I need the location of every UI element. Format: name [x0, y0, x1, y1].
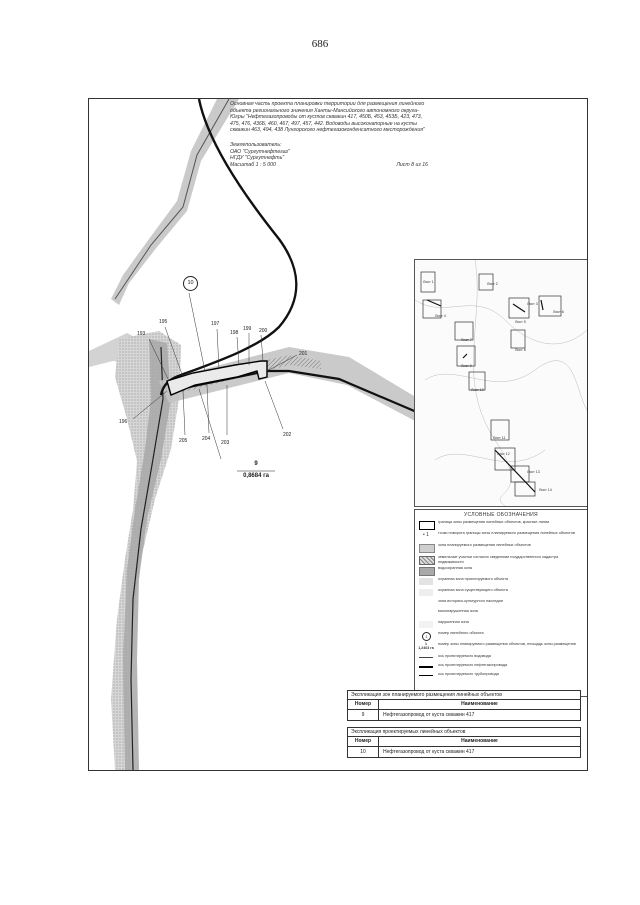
- legend-zone-area: 1,2403 га: [418, 645, 434, 650]
- legend-item-pipeline-axis: ось проектируемого трубопровода: [417, 672, 585, 682]
- table-row: [348, 747, 580, 757]
- inset-sheet-label: Лист 1: [423, 280, 434, 284]
- col-number-header: Номер: [348, 737, 379, 746]
- legend-item-oilgas-axis: ось проектируемого нефтегазопровода: [417, 663, 585, 673]
- legend-zone-id: 1: [425, 642, 427, 646]
- legend-item-protected-planned: охранная зона проектируемого объекта: [417, 577, 585, 587]
- legend-item-zone-boundary: граница зоны размещения линейных объектов, красные линии: [417, 520, 585, 530]
- scale-text: Масштаб 1 : 5 000: [230, 161, 276, 168]
- turn-point-label: 200: [259, 328, 268, 334]
- inset-sheet-label: Лист 13: [527, 470, 540, 474]
- row-number: 9: [348, 710, 379, 720]
- title-block: [230, 101, 428, 168]
- developer-line-2: НГДУ "Сургутнефть": [230, 155, 285, 162]
- inset-sheet-label: Лист 4: [435, 314, 446, 318]
- turn-point-label: 197: [211, 321, 220, 327]
- overview-inset-map: [414, 259, 588, 507]
- turn-point-label: 203: [221, 440, 230, 446]
- legend-symbol: [419, 600, 433, 607]
- legend-item-water-zone: водоохранная зона: [417, 566, 585, 576]
- developer-heading: Землепользователь:: [230, 141, 282, 148]
- turn-point-label: 205: [179, 438, 188, 444]
- object-number-circle: 10: [183, 276, 198, 291]
- developer-line-1: ОАО "Сургутнефтегаз": [230, 148, 290, 155]
- legend-symbol: [419, 578, 433, 585]
- zones-explication-table: [347, 690, 581, 721]
- title-description: Основная часть проекта планировки территории для размещения линейного объекта регионального значения Ханты-Мансийского автономного округа-Югры "Нефтегазопроводы от кустов скважин 417, 450Б, 453, 453Б, 423, 473, 475, 476, 436Б, 460, 467, 497, 457, 442. Водоводы высоконапорные на кусты скважин 463, 494, 438 Лунгорского нефтегазоконденсатного месторождения": [230, 101, 425, 134]
- legend-symbol: [419, 589, 433, 596]
- legend-symbol: [419, 521, 435, 530]
- scale-row: [230, 162, 428, 169]
- col-number-header: Номер: [348, 700, 379, 709]
- inset-sheet-label: Лист 2: [487, 282, 498, 286]
- turn-point-label: 193: [137, 331, 146, 337]
- row-number: 10: [348, 747, 379, 757]
- turn-point-label: 195: [159, 319, 168, 325]
- inset-sheet-label: Лист 3: [527, 302, 538, 306]
- inset-sheet-label: Лист 9: [461, 364, 472, 368]
- objects-explication-table: [347, 727, 581, 758]
- legend-title: УСЛОВНЫЕ ОБОЗНАЧЕНИЯ: [464, 512, 538, 518]
- legend-item-low-disturbed: малонарушенная зона: [417, 609, 585, 619]
- col-name-header: Наименование: [461, 738, 498, 744]
- row-name: Нефтегазопровод от куста скважин 417: [383, 712, 475, 718]
- map-sheet: [88, 98, 588, 771]
- table-header: [348, 700, 580, 710]
- row-name: Нефтегазопровод от куста скважин 417: [383, 749, 475, 755]
- legend-symbol: • 1: [423, 532, 429, 538]
- legend-item-object-number: 1 номер линейного объекта: [417, 631, 585, 641]
- legend-item-zone-number: 1 1,2403 га номер зоны планируемого размещения объектов, площадь зоны размещения: [418, 642, 576, 650]
- inset-drawing: [415, 260, 587, 506]
- legend-circle-symbol: 1: [422, 632, 431, 641]
- legend-symbol: [419, 621, 433, 628]
- page-number: 686: [311, 38, 329, 50]
- legend-item-water-axis: ось проектируемого водовода: [417, 654, 585, 664]
- legend-item-disturbed: нарушенная зона: [417, 620, 585, 630]
- legend-symbol: [417, 643, 435, 650]
- legend-item-cadastral: земельные участки согласно сведениям государственного кадастра недвижимости: [417, 555, 585, 565]
- table-title: Экспликация зон планируемого размещения линейных объектов: [348, 691, 580, 700]
- area-id-label: 9: [254, 461, 258, 467]
- inset-sheet-label: Лист 12: [497, 452, 510, 456]
- inset-sheet-label: Лист 14: [539, 488, 552, 492]
- legend-symbol: [419, 666, 433, 668]
- legend-symbol: [419, 544, 435, 553]
- turn-point-label: 204: [202, 436, 211, 442]
- legend: [414, 509, 588, 697]
- table-header: [348, 737, 580, 747]
- table-row: [348, 710, 580, 720]
- legend-item-turn-points: • 1 точки поворота границы зоны планируемого размещения линейных объектов: [417, 531, 585, 541]
- legend-symbol: [419, 556, 435, 565]
- legend-symbol: [419, 657, 433, 658]
- legend-item-heritage: зона историко-культурного наследия: [417, 599, 585, 609]
- turn-point-label: 202: [283, 432, 292, 438]
- inset-sheet-label: Лист 10: [471, 388, 484, 392]
- turn-point-label: 196: [119, 419, 128, 425]
- inset-sheet-label: Лист 5: [515, 320, 526, 324]
- area-value-label: 0,8684 га: [243, 473, 269, 479]
- legend-item-protected-existing: охранная зона существующего объекта: [417, 588, 585, 598]
- legend-symbol: [419, 610, 433, 617]
- col-name-header: Наименование: [461, 701, 498, 707]
- turn-point-label: 201: [299, 351, 308, 357]
- table-title: Экспликация проектируемых линейных объектов: [348, 728, 580, 737]
- inset-sheet-label: Лист 8: [515, 348, 526, 352]
- legend-item-placement-zone: зона планируемого размещения линейных объектов: [417, 543, 585, 553]
- legend-symbol: [419, 675, 433, 676]
- inset-sheet-label: Лист 11: [493, 436, 506, 440]
- legend-symbol: [419, 567, 435, 576]
- sheet-text: Лист 8 из 16: [396, 161, 428, 168]
- inset-sheet-label: Лист 6: [553, 310, 564, 314]
- upper-corridor: [111, 99, 239, 305]
- turn-point-label: 198: [230, 330, 239, 336]
- inset-sheet-label: Лист 7: [461, 338, 472, 342]
- turn-point-label: 199: [243, 326, 252, 332]
